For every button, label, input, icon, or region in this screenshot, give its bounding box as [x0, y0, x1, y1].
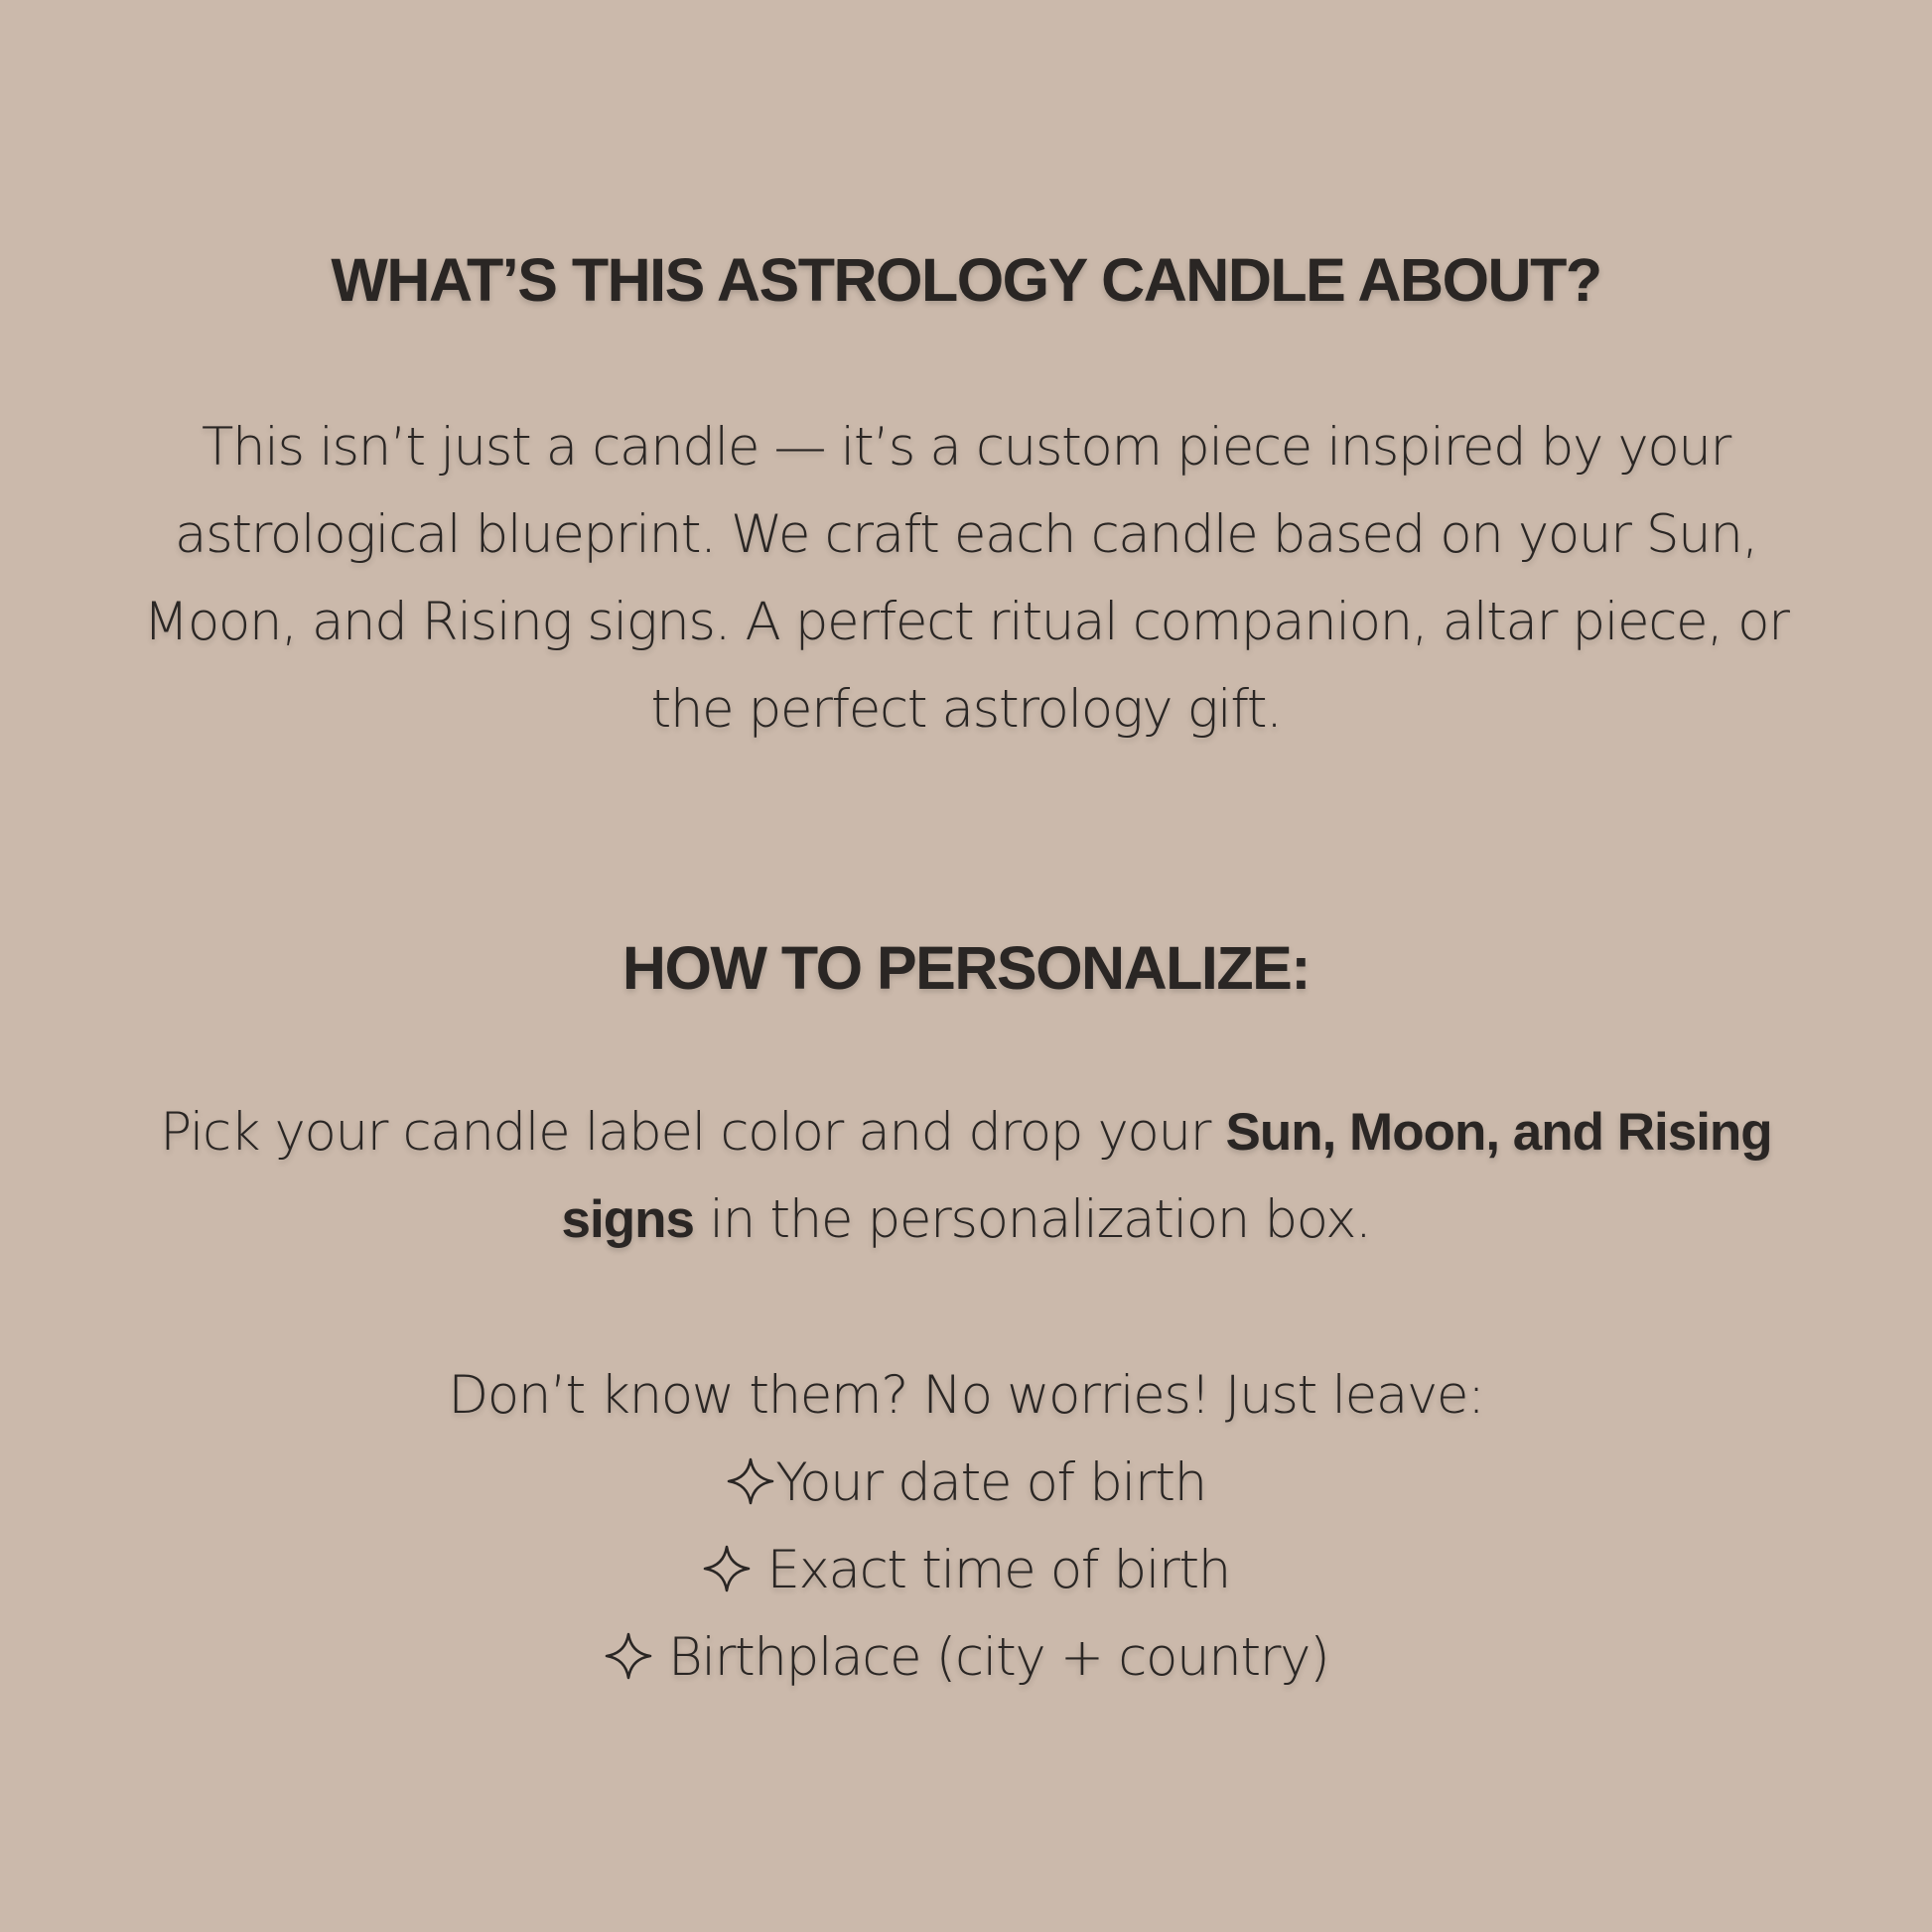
- about-heading: WHAT’S THIS ASTROLOGY CANDLE ABOUT?: [331, 246, 1601, 314]
- about-line-4: the perfect astrology gift.: [650, 679, 1282, 740]
- fallback-intro: Don’t know them? No worries! Just leave:: [448, 1365, 1484, 1426]
- personalize-line-1-text: Pick your candle label color and drop your: [160, 1102, 1226, 1163]
- about-line-3: Moon, and Rising signs. A perfect ritual companion, altar piece, or: [143, 592, 1789, 652]
- fallback-section: [0, 1352, 1932, 1702]
- bullet-item: [0, 1440, 1932, 1527]
- four-point-star-outline-icon: [702, 1544, 752, 1593]
- bullet-item: [0, 1527, 1932, 1614]
- about-line-1: This isn’t just a candle — it’s a custom piece inspired by your: [202, 417, 1730, 478]
- signs-emphasis-end: signs: [561, 1190, 694, 1249]
- about-paragraph: [0, 404, 1932, 754]
- bullet-text: Exact time of birth: [766, 1540, 1230, 1600]
- signs-emphasis: Sun, Moon, and Rising: [1225, 1103, 1772, 1162]
- personalize-line-2: [0, 1176, 1932, 1264]
- bullet-item: [0, 1614, 1932, 1702]
- about-line-2: astrological blueprint. We craft each candle based on your Sun,: [175, 504, 1757, 565]
- personalize-paragraph: [0, 1089, 1932, 1264]
- bullet-text: Your date of birth: [775, 1452, 1206, 1513]
- personalize-line-2-text: in the personalization box.: [693, 1189, 1371, 1250]
- bullet-text: Birthplace (city + country): [668, 1627, 1329, 1688]
- four-point-star-outline-icon: [726, 1456, 775, 1506]
- four-point-star-outline-icon: [604, 1631, 653, 1681]
- personalize-line-1: [0, 1089, 1932, 1176]
- personalize-heading: HOW TO PERSONALIZE:: [621, 934, 1311, 1002]
